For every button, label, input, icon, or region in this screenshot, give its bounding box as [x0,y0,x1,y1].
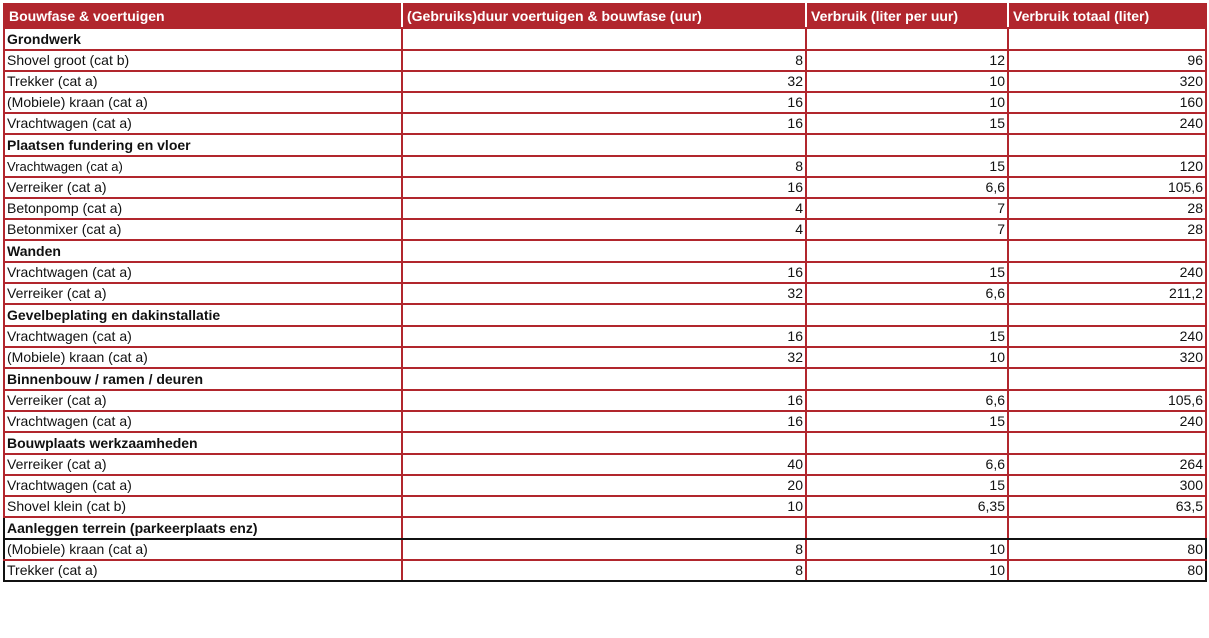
duration-cell: 16 [402,411,806,432]
rate-cell: 7 [806,219,1008,240]
duration-cell: 8 [402,539,806,560]
vehicle-cell: Verreiker (cat a) [4,177,402,198]
duration-cell: 20 [402,475,806,496]
table-row [4,50,1206,71]
table-row [4,560,1206,581]
rate-cell: 10 [806,560,1008,581]
table-row [4,262,1206,283]
section-row [4,368,1206,390]
section-title: Wanden [4,240,402,262]
rate-cell: 15 [806,113,1008,134]
vehicle-cell: Vrachtwagen (cat a) [4,411,402,432]
header-phase-vehicles: Bouwfase & voertuigen [4,4,402,28]
rate-cell: 10 [806,347,1008,368]
total-cell: 63,5 [1008,496,1206,517]
table-row [4,177,1206,198]
header-rate: Verbruik (liter per uur) [806,4,1008,28]
vehicle-cell: Betonpomp (cat a) [4,198,402,219]
section-row [4,240,1206,262]
rate-cell: 6,6 [806,454,1008,475]
table-row [4,539,1206,560]
rate-cell: 15 [806,156,1008,177]
rate-cell: 6,6 [806,390,1008,411]
section-row [4,134,1206,156]
table-row [4,198,1206,219]
total-cell: 105,6 [1008,177,1206,198]
header-duration: (Gebruiks)duur voertuigen & bouwfase (uur) [402,4,806,28]
fuel-usage-table [3,3,1207,582]
duration-cell: 4 [402,219,806,240]
vehicle-cell: (Mobiele) kraan (cat a) [4,347,402,368]
table-row [4,219,1206,240]
duration-cell: 8 [402,50,806,71]
duration-cell: 32 [402,71,806,92]
rate-cell: 6,6 [806,283,1008,304]
total-cell: 28 [1008,219,1206,240]
rate-cell: 10 [806,92,1008,113]
total-cell: 80 [1008,539,1206,560]
total-cell: 240 [1008,411,1206,432]
table-row [4,496,1206,517]
total-cell: 264 [1008,454,1206,475]
total-cell: 240 [1008,113,1206,134]
table-row [4,475,1206,496]
duration-cell: 16 [402,113,806,134]
duration-cell: 4 [402,198,806,219]
duration-cell: 32 [402,283,806,304]
rate-cell: 15 [806,326,1008,347]
vehicle-cell: (Mobiele) kraan (cat a) [4,92,402,113]
duration-cell: 16 [402,262,806,283]
header-row [4,4,1206,28]
vehicle-cell: Shovel klein (cat b) [4,496,402,517]
table-row [4,411,1206,432]
rate-cell: 6,6 [806,177,1008,198]
vehicle-cell: Verreiker (cat a) [4,283,402,304]
table-row [4,156,1206,177]
section-row [4,432,1206,454]
duration-cell: 8 [402,560,806,581]
total-cell: 320 [1008,347,1206,368]
vehicle-cell: Vrachtwagen (cat a) [4,113,402,134]
total-cell: 211,2 [1008,283,1206,304]
rate-cell: 6,35 [806,496,1008,517]
vehicle-cell: Betonmixer (cat a) [4,219,402,240]
total-cell: 240 [1008,326,1206,347]
section-title: Gevelbeplating en dakinstallatie [4,304,402,326]
total-cell: 300 [1008,475,1206,496]
vehicle-cell: Vrachtwagen (cat a) [4,156,402,177]
section-title: Plaatsen fundering en vloer [4,134,402,156]
total-cell: 120 [1008,156,1206,177]
vehicle-cell: Verreiker (cat a) [4,454,402,475]
total-cell: 28 [1008,198,1206,219]
header-total: Verbruik totaal (liter) [1008,4,1206,28]
total-cell: 160 [1008,92,1206,113]
vehicle-cell: Trekker (cat a) [4,560,402,581]
section-row [4,304,1206,326]
total-cell: 240 [1008,262,1206,283]
vehicle-cell: Verreiker (cat a) [4,390,402,411]
section-title: Grondwerk [4,28,402,50]
duration-cell: 32 [402,347,806,368]
duration-cell: 16 [402,177,806,198]
duration-cell: 40 [402,454,806,475]
duration-cell: 16 [402,92,806,113]
total-cell: 105,6 [1008,390,1206,411]
table-row [4,390,1206,411]
section-title: Bouwplaats werkzaamheden [4,432,402,454]
rate-cell: 15 [806,411,1008,432]
section-row [4,517,1206,539]
vehicle-cell: Vrachtwagen (cat a) [4,262,402,283]
vehicle-cell: Vrachtwagen (cat a) [4,326,402,347]
rate-cell: 10 [806,539,1008,560]
section-row [4,28,1206,50]
section-title: Aanleggen terrein (parkeerplaats enz) [4,517,402,539]
rate-cell: 7 [806,198,1008,219]
rate-cell: 15 [806,475,1008,496]
duration-cell: 16 [402,390,806,411]
table-row [4,113,1206,134]
table-row [4,454,1206,475]
section-title: Binnenbouw / ramen / deuren [4,368,402,390]
duration-cell: 16 [402,326,806,347]
table-row [4,71,1206,92]
table-row [4,283,1206,304]
duration-cell: 8 [402,156,806,177]
vehicle-cell: Trekker (cat a) [4,71,402,92]
rate-cell: 10 [806,71,1008,92]
rate-cell: 15 [806,262,1008,283]
table-row [4,326,1206,347]
rate-cell: 12 [806,50,1008,71]
table-row [4,92,1206,113]
table-row [4,347,1206,368]
vehicle-cell: Shovel groot (cat b) [4,50,402,71]
total-cell: 80 [1008,560,1206,581]
total-cell: 320 [1008,71,1206,92]
vehicle-cell: (Mobiele) kraan (cat a) [4,539,402,560]
total-cell: 96 [1008,50,1206,71]
vehicle-cell: Vrachtwagen (cat a) [4,475,402,496]
duration-cell: 10 [402,496,806,517]
